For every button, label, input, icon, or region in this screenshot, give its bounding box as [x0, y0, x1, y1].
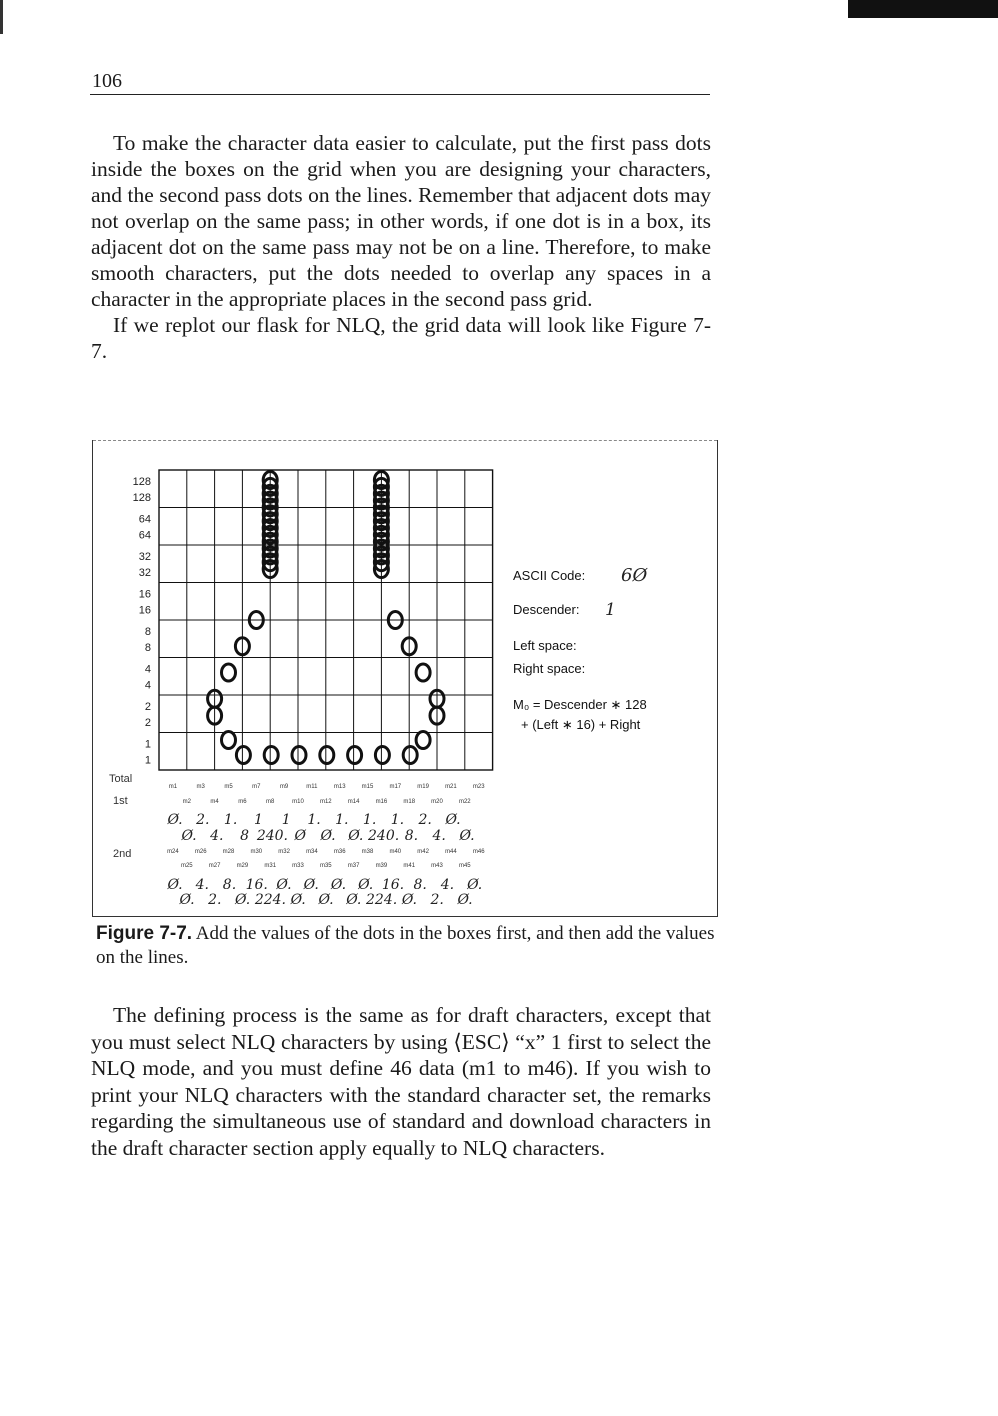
- second-pass-line-value: Ø.: [346, 892, 362, 908]
- second-pass-odd-index: m45: [458, 863, 471, 869]
- first-pass-odd-index: m1: [168, 784, 178, 790]
- row-value-label: 1: [144, 754, 151, 767]
- nlq-grid-figure: [93, 440, 717, 916]
- row-value-label: 128: [132, 492, 151, 504]
- nlq-dot: [292, 747, 306, 764]
- second-pass-even-index: m46: [472, 849, 485, 855]
- first-pass-line-value: 4.: [210, 828, 224, 844]
- second-pass-odd-index: m37: [347, 863, 360, 869]
- second-pass-even-index: m38: [361, 849, 374, 855]
- first-pass-value: Ø.: [167, 812, 183, 828]
- second-pass-even-index: m26: [194, 849, 207, 855]
- row-value-label: 64: [138, 513, 151, 526]
- page-number: 106: [92, 70, 122, 92]
- first-pass-value: 1.: [390, 812, 405, 828]
- caption-text: Add the values of the dots in the boxes first, and then add the values on the lines.: [96, 923, 715, 968]
- first-pass-value: 1.: [362, 812, 377, 828]
- second-pass-label: 2nd: [113, 848, 132, 860]
- first-pass-odd-index: m7: [252, 784, 261, 790]
- dot-grid: [159, 470, 493, 770]
- first-pass-value: 1: [281, 812, 291, 828]
- second-pass-value: 8.: [222, 877, 237, 893]
- second-pass-value: 8.: [413, 877, 427, 893]
- header-rule: [90, 94, 710, 95]
- second-pass-even-index: m32: [278, 849, 290, 855]
- first-pass-even-index: m20: [431, 799, 443, 805]
- first-pass-even-index: m12: [319, 799, 332, 805]
- first-pass-even-index: m10: [292, 799, 304, 805]
- first-pass-line-value: 240.: [368, 828, 400, 844]
- nlq-dot: [403, 747, 417, 764]
- first-pass-even-index: m2: [182, 799, 191, 805]
- row-value-label: 8: [144, 642, 151, 654]
- second-pass-odd-index: m35: [319, 863, 332, 869]
- first-pass-even-index: m6: [238, 799, 247, 805]
- first-pass-odd-index: m11: [306, 784, 318, 790]
- first-pass-value: 1.: [223, 812, 238, 828]
- second-pass-odd-index: m31: [264, 863, 277, 869]
- right-space-label: Right space:: [513, 661, 586, 676]
- second-pass-line-value: Ø.: [401, 892, 417, 908]
- nlq-dot: [375, 747, 389, 764]
- second-pass-odd-index: m41: [403, 863, 416, 869]
- ascii-code-value: 6Ø: [621, 565, 648, 586]
- row-value-label: 1: [144, 738, 151, 751]
- first-pass-odd-index: m5: [224, 784, 233, 790]
- first-pass-odd-index: m3: [196, 784, 205, 790]
- first-pass-odd-index: m13: [333, 784, 346, 790]
- second-pass-odd-index: m25: [180, 863, 193, 869]
- second-pass-even-index: m36: [333, 849, 346, 855]
- second-pass-line-value: Ø.: [457, 892, 473, 908]
- first-pass-value: 2.: [196, 812, 210, 828]
- first-pass-even-index: m18: [403, 799, 416, 805]
- first-pass-line-value: Ø: [294, 828, 306, 844]
- first-pass-even-index: m4: [210, 799, 219, 805]
- closing-text: [91, 1002, 711, 1161]
- descender-label: Descender:: [513, 602, 580, 617]
- left-space-label: Left space:: [513, 638, 577, 653]
- second-pass-line-value: 2.: [208, 892, 222, 908]
- ascii-code-label: ASCII Code:: [513, 568, 586, 583]
- figure-7-7: [92, 440, 718, 917]
- intro-paragraph-2: If we replot our flask for NLQ, the grid data will look like Figure 7-7.: [91, 313, 711, 363]
- nlq-dot: [320, 747, 334, 764]
- row-value-label: 128: [132, 476, 151, 488]
- nlq-dot: [416, 732, 430, 749]
- nlq-dot: [416, 664, 430, 681]
- character-info-panel: [513, 565, 648, 732]
- second-pass-odd-index: m27: [208, 863, 221, 869]
- second-pass-odd-index: m29: [236, 863, 249, 869]
- second-pass-value: 16.: [245, 877, 268, 893]
- second-pass-value: 16.: [381, 877, 405, 893]
- second-pass-even-index: m42: [417, 849, 429, 855]
- row-value-label: 32: [138, 567, 151, 579]
- second-pass-line-value: 224.: [366, 892, 398, 908]
- second-pass-line-value: Ø.: [290, 892, 306, 908]
- first-pass-line-value: 240.: [256, 828, 288, 844]
- scan-edge-mark: [0, 0, 3, 34]
- first-pass-odd-index: m15: [361, 784, 374, 790]
- closing-paragraph: The defining process is the same as for draft characters, except that you must select NLQ characters by using ⟨ESC⟩ “x” 1 first to select the NLQ mode, and you must define 46 data (m1 to m46). If you wish to print your NLQ characters with the standard character set, the remarks regarding the simultaneous use of standard and download characters in the draft character section apply equally to NLQ characters.: [91, 1003, 711, 1160]
- row-value-label: 2: [144, 717, 151, 729]
- row-value-label: 32: [138, 551, 151, 563]
- nlq-dot: [264, 747, 278, 764]
- first-pass-odd-index: m19: [417, 784, 429, 790]
- first-pass-even-index: m8: [266, 799, 275, 805]
- second-pass-even-index: m30: [250, 849, 263, 855]
- second-pass-line-value: Ø.: [318, 892, 334, 908]
- first-pass-line-value: Ø.: [181, 828, 197, 844]
- second-pass-line-value: Ø.: [235, 892, 251, 908]
- nlq-dot: [222, 664, 236, 681]
- first-pass-line-value: 8: [240, 828, 250, 844]
- second-pass-even-index: m40: [389, 849, 402, 855]
- row-value-labels: [133, 476, 151, 767]
- first-pass-odd-index: m17: [389, 784, 402, 790]
- second-pass-odd-index: m43: [431, 863, 443, 869]
- intro-text: [91, 130, 711, 364]
- first-pass-odd-index: m21: [445, 784, 457, 790]
- second-pass-even-index: m44: [445, 849, 457, 855]
- row-value-label: 2: [144, 701, 151, 713]
- descender-value: 1: [605, 600, 616, 620]
- row-value-label: 16: [138, 588, 151, 601]
- nlq-dot: [236, 747, 250, 764]
- first-pass-odd-index: m9: [279, 784, 289, 790]
- first-pass-line-value: 8.: [404, 828, 419, 844]
- page-corner-mark: [848, 0, 998, 18]
- first-pass-line-value: Ø.: [459, 828, 475, 844]
- first-pass-value: 1: [253, 812, 263, 828]
- row-value-label: 4: [144, 679, 151, 692]
- formula-line-2: + (Left ∗ 16) + Right: [521, 717, 641, 732]
- first-pass-odd-index: m23: [472, 784, 485, 790]
- row-value-label: 16: [138, 604, 151, 617]
- second-pass-odd-index: m33: [292, 863, 304, 869]
- second-pass-value: Ø.: [167, 877, 183, 893]
- second-pass-line-value: 2.: [430, 892, 444, 908]
- row-value-label: 8: [144, 626, 151, 638]
- intro-paragraph-1: To make the character data easier to calculate, put the first pass dots inside the boxes on the grid when you are designing your characters, and the second pass dots on the lines. Remember that adjacent dots may not overlap on the same pass; in other words, if one dot is in a box, its adjacent dot on the same pass may not be on a line. Therefore, to make smooth characters, put the dots needed to overlap any spaces in a character in the appropriate places in the second pass grid.: [91, 131, 711, 311]
- first-pass-line-value: Ø.: [320, 828, 336, 844]
- second-pass-value: Ø.: [467, 877, 483, 893]
- second-pass-odd-index: m39: [375, 863, 388, 869]
- first-pass-label: 1st: [113, 795, 128, 807]
- second-pass-value: Ø.: [276, 877, 292, 893]
- second-pass-line-value: 224.: [254, 892, 286, 908]
- column-data-area: [109, 773, 485, 908]
- formula-line-1: M₀ = Descender ∗ 128: [513, 697, 647, 712]
- first-pass-value: 2.: [418, 812, 432, 828]
- first-pass-even-index: m14: [347, 799, 360, 805]
- first-pass-line-value: 4.: [432, 828, 446, 844]
- first-pass-value: 1.: [307, 812, 321, 828]
- figure-caption: [96, 922, 716, 970]
- first-pass-even-index: m22: [458, 799, 471, 805]
- caption-label: Figure 7-7.: [96, 923, 193, 944]
- second-pass-even-index: m28: [222, 849, 235, 855]
- row-value-label: 64: [138, 529, 151, 542]
- second-pass-value: Ø.: [330, 877, 347, 893]
- first-pass-value: 1.: [335, 812, 349, 828]
- first-pass-even-index: m16: [375, 799, 388, 805]
- row-value-label: 4: [144, 663, 151, 676]
- first-pass-value: Ø.: [445, 812, 461, 828]
- second-pass-value: Ø.: [303, 877, 319, 893]
- second-pass-line-value: Ø.: [179, 892, 195, 908]
- second-pass-value: Ø.: [358, 877, 374, 893]
- second-pass-even-index: m24: [167, 849, 179, 855]
- total-label: Total: [109, 773, 133, 785]
- first-pass-line-value: Ø.: [348, 828, 364, 844]
- nlq-dot: [222, 732, 236, 749]
- second-pass-value: 4.: [195, 877, 209, 893]
- nlq-dot: [348, 747, 362, 764]
- second-pass-even-index: m34: [306, 849, 318, 855]
- second-pass-value: 4.: [440, 877, 455, 893]
